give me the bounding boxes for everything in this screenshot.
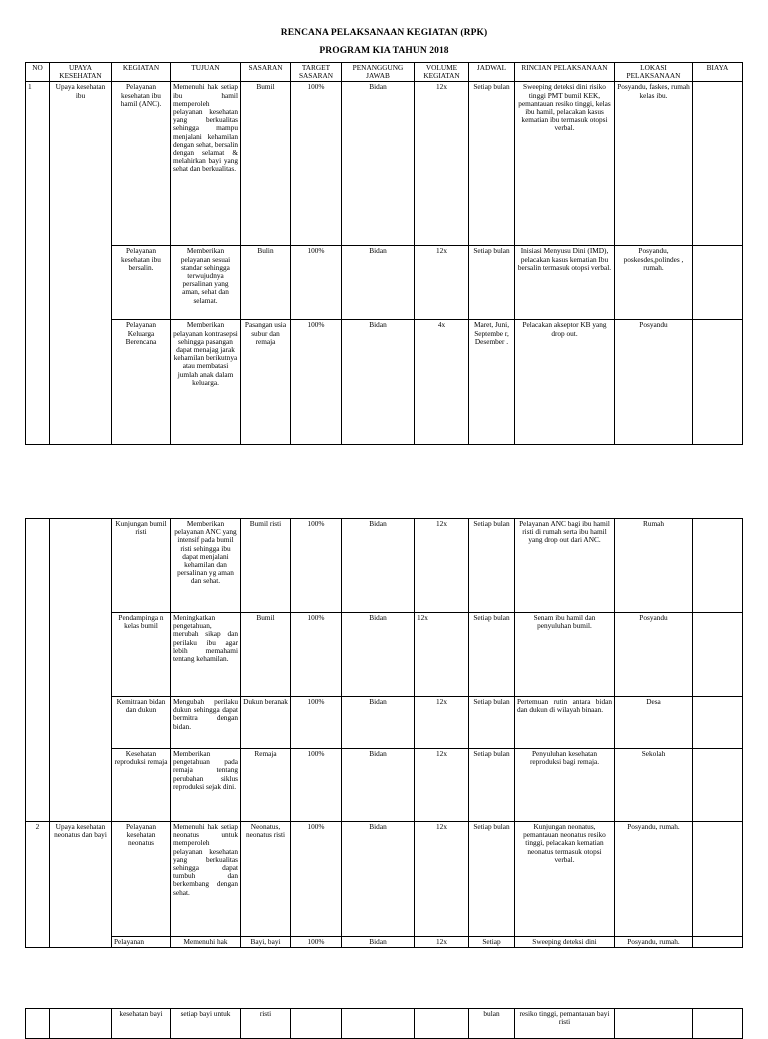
cell-penanggung-jawab: Bidan (342, 519, 415, 613)
cell-penanggung-jawab: Bidan (342, 320, 415, 445)
rpk-table-page-1 (25, 62, 743, 445)
cell-target: 100% (291, 613, 342, 697)
cell-kegiatan: kesehatan bayi (112, 1009, 171, 1039)
cell-rincian: Inisiasi Menyusu Dini (IMD), pelacakan kasus kematian Ibu bersalin termasuk otopsi verbal. (515, 246, 615, 320)
cell-target: 100% (291, 519, 342, 613)
cell-upaya: Upaya kesehatan neonatus dan bayi (50, 822, 112, 948)
cell-rincian: Penyuluhan kesehatan reproduksi bagi remaja. (515, 749, 615, 822)
header-kegiatan: KEGIATAN (112, 63, 171, 82)
cell-rincian: Pelayanan ANC bagi ibu hamil risti di rumah serta ibu hamil yang drop out dari ANC. (515, 519, 615, 613)
cell-no: 2 (26, 822, 50, 948)
table-row (26, 749, 743, 822)
cell-tujuan: Mengubah perilaku dukun sehingga dapat bermitra dengan bidan. (171, 697, 241, 749)
cell-biaya (693, 937, 743, 948)
cell-sasaran: Bumil (241, 613, 291, 697)
cell-penanggung-jawab: Bidan (342, 697, 415, 749)
cell-rincian: Pelacakan akseptor KB yang drop out. (515, 320, 615, 445)
cell-sasaran: Bumil risti (241, 519, 291, 613)
cell-tujuan: Memenuhi hak setiap neonatus untuk memperoleh pelayanan kesehatan yang berkualitas sehingga dapat tumbuh dan berkembang dengan sehat. (171, 822, 241, 937)
cell-kegiatan: Pelayanan kesehatan ibu hamil (ANC). (112, 82, 171, 246)
cell-target: 100% (291, 937, 342, 948)
table-row (26, 613, 743, 697)
cell-penanggung-jawab: Bidan (342, 822, 415, 937)
cell-volume: 4x (415, 320, 469, 445)
table-row (26, 697, 743, 749)
header-target-sasaran: TARGET SASARAN (291, 63, 342, 82)
table-row (26, 822, 743, 937)
cell-no: 1 (26, 82, 50, 445)
cell-tujuan: Memenuhi hak (171, 937, 241, 948)
cell-tujuan: Meningkatkan pengetahuan, merubah sikap dan perilaku ibu agar lebih memahami tentang kehamilan. (171, 613, 241, 697)
cell-rincian: resiko tinggi, pemantauan bayi risti (515, 1009, 615, 1039)
cell-lokasi: Posyandu, rumah. (615, 822, 693, 937)
header-lokasi-pelaksanaan: LOKASI PELAKSANAAN (615, 63, 693, 82)
cell-biaya (693, 749, 743, 822)
header-penanggung-jawab: PENANGGUNG JAWAB (342, 63, 415, 82)
cell-kegiatan: Kunjungan bumil risti (112, 519, 171, 613)
cell-biaya (693, 320, 743, 445)
cell-volume: 12x (415, 613, 469, 697)
cell-lokasi: Posyandu, faskes, rumah kelas ibu. (615, 82, 693, 246)
cell-lokasi: Desa (615, 697, 693, 749)
cell-lokasi: Posyandu, rumah. (615, 937, 693, 948)
cell-volume: 12x (415, 519, 469, 613)
cell-penanggung-jawab: Bidan (342, 82, 415, 246)
cell-sasaran: Bulin (241, 246, 291, 320)
cell-sasaran: risti (241, 1009, 291, 1039)
cell-jadwal: bulan (469, 1009, 515, 1039)
cell-sasaran: Pasangan usia subur dan remaja (241, 320, 291, 445)
cell-sasaran: Neonatus, neonatus risti (241, 822, 291, 937)
cell-upaya-empty (50, 519, 112, 822)
header-sasaran: SASARAN (241, 63, 291, 82)
cell-penanggung-jawab: Bidan (342, 246, 415, 320)
table-row (26, 246, 743, 320)
cell-kegiatan: Pelayanan (112, 937, 171, 948)
cell-biaya (693, 519, 743, 613)
cell-kegiatan: Kemitraan bidan dan dukun (112, 697, 171, 749)
cell-volume: 12x (415, 937, 469, 948)
header-jadwal: JADWAL (469, 63, 515, 82)
cell-lokasi: Rumah (615, 519, 693, 613)
cell-tujuan: Memberikan pelayanan sesuai standar sehingga terwujudnya persalinan yang aman, sehat dan selamat. (171, 246, 241, 320)
cell-volume: 12x (415, 749, 469, 822)
cell-lokasi: Posyandu (615, 320, 693, 445)
cell-penanggung-jawab: Bidan (342, 937, 415, 948)
cell-sasaran: Remaja (241, 749, 291, 822)
cell-jadwal: Setiap bulan (469, 82, 515, 246)
cell-volume: 12x (415, 697, 469, 749)
cell-upaya: Upaya kesehatan ibu (50, 82, 112, 445)
cell-volume: 12x (415, 82, 469, 246)
header-biaya: BIAYA (693, 63, 743, 82)
cell-rincian: Sweeping deteksi dini risiko tinggi PMT bumil KEK, pemantauan resiko tinggi, kelas ibu hamil, pelacakan kasus kematian ibu termasuk otopsi verbal. (515, 82, 615, 246)
cell-kegiatan: Pelayanan kesehatan ibu bersalin. (112, 246, 171, 320)
cell-sasaran: Bumil (241, 82, 291, 246)
cell-tujuan: Memberikan pelayanan ANC yang intensif pada bumil risti sehingga ibu dapat menjalani kehamilan dan persalinan yg aman dan sehat. (171, 519, 241, 613)
document-subtitle: PROGRAM KIA TAHUN 2018 (319, 46, 449, 56)
cell-kegiatan: Pelayanan kesehatan neonatus (112, 822, 171, 937)
table-header-row (26, 63, 743, 82)
rpk-table-page-2 (25, 518, 743, 948)
cell-tujuan: Memenuhi hak setiap ibu hamil memperoleh pelayanan kesehatan yang berkualitas sehingga mampu menjalani kehamilan dengan sehat, bersalin dengan selamat & melahirkan bayi yang sehat dan berkualitas. (171, 82, 241, 246)
cell-target: 100% (291, 82, 342, 246)
cell-rincian: Pertemuan rutin antara bidan dan dukun di wilayah binaan. (515, 697, 615, 749)
cell-tujuan: setiap bayi untuk (171, 1009, 241, 1039)
cell-kegiatan: Pelayanan Keluarga Berencana (112, 320, 171, 445)
cell-penanggung-jawab: Bidan (342, 749, 415, 822)
cell-target: 100% (291, 320, 342, 445)
cell-kegiatan: Kesehatan reproduksi remaja (112, 749, 171, 822)
cell-lokasi: Posyandu, poskesdes,polindes , rumah. (615, 246, 693, 320)
cell-penanggung-jawab: Bidan (342, 613, 415, 697)
cell-jadwal: Setiap bulan (469, 613, 515, 697)
header-tujuan: TUJUAN (171, 63, 241, 82)
table-row (26, 320, 743, 445)
cell-lokasi: Posyandu (615, 613, 693, 697)
cell-sasaran: Dukun beranak (241, 697, 291, 749)
document-title: RENCANA PELAKSANAAN KEGIATAN (RPK) (280, 28, 488, 38)
cell-biaya (693, 697, 743, 749)
header-rincian-pelaksanaan: RINCIAN PELAKSANAAN (515, 63, 615, 82)
cell-jadwal: Setiap bulan (469, 822, 515, 937)
cell-jadwal: Setiap bulan (469, 246, 515, 320)
cell-jadwal: Setiap bulan (469, 749, 515, 822)
table-row (26, 82, 743, 246)
cell-tujuan: Memberikan pelayanan kontrasepsi sehingga pasangan dapat menajag jarak kehamilan berikutnya atau membatasi jumlah anak dalam keluarga. (171, 320, 241, 445)
cell-biaya (693, 82, 743, 246)
cell-jadwal: Setiap bulan (469, 697, 515, 749)
cell-kegiatan: Pendampinga n kelas bumil (112, 613, 171, 697)
cell-biaya (693, 246, 743, 320)
table-row (26, 937, 743, 948)
cell-biaya (693, 613, 743, 697)
cell-volume: 12x (415, 246, 469, 320)
cell-tujuan: Memberikan pengetahuan pada remaja tentang perubahan siklus reproduksi sejak dini. (171, 749, 241, 822)
table-row (26, 519, 743, 613)
cell-jadwal: Maret, Juni, Septembe r, Desember . (469, 320, 515, 445)
cell-biaya (693, 822, 743, 937)
cell-sasaran: Bayi, bayi (241, 937, 291, 948)
cell-jadwal: Setiap (469, 937, 515, 948)
cell-lokasi: Sekolah (615, 749, 693, 822)
cell-target: 100% (291, 822, 342, 937)
cell-volume: 12x (415, 822, 469, 937)
cell-target: 100% (291, 749, 342, 822)
cell-rincian: Kunjungan neonatus, pemantauan neonatus resiko tinggi, pelacakan kematian neonatus termasuk otopsi verbal. (515, 822, 615, 937)
cell-no-empty (26, 519, 50, 822)
cell-target: 100% (291, 246, 342, 320)
cell-rincian: Senam ibu hamil dan penyuluhan bumil. (515, 613, 615, 697)
cell-target: 100% (291, 697, 342, 749)
cell-rincian: Sweeping deteksi dini (515, 937, 615, 948)
header-no: NO (26, 63, 50, 82)
cell-jadwal: Setiap bulan (469, 519, 515, 613)
header-volume-kegiatan: VOLUME KEGIATAN (415, 63, 469, 82)
header-upaya-kesehatan: UPAYA KESEHATAN (50, 63, 112, 82)
